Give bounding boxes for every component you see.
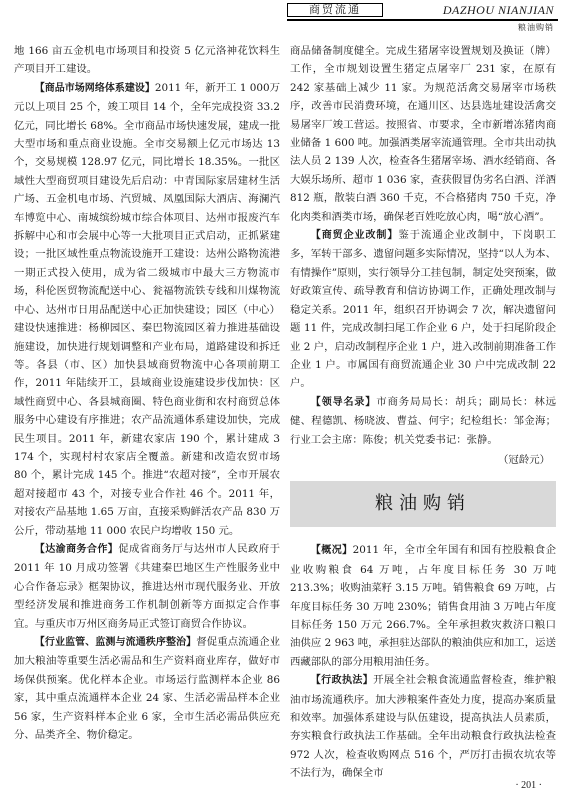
right-column — [290, 42, 557, 780]
paragraph-leadership — [290, 393, 556, 449]
paragraph-continuation: 地 166 亩五金机电市场项目和投资 5 亿元洛神花饮料生产项目开工建设。 — [14, 45, 280, 76]
running-head: 粮油购销 — [518, 23, 554, 32]
yearbook-brand: DAZHOU NIANJIAN — [442, 3, 554, 17]
paragraph-enterprise-reform — [290, 226, 556, 393]
paragraph-dayu-cooperation — [14, 540, 280, 633]
text-law-enforcement: 开展全社会粮食流通监督检查，维护粮油市场流通秩序。加大涉粮案件查处力度，提高办案质量和效率。加强体系建设与队伍建设，提高执法人员素质，夯实粮食行政执法工作基础。全年出动粮食行政执法检查 972 人次，检查收购网点 516 个，严厉打击损农坑农等不法行为，确保全市 — [290, 674, 557, 780]
heading-leadership: 【领导名录】 — [310, 396, 377, 408]
heading-dayu-cooperation: 【达渝商务合作】 — [34, 543, 119, 555]
heading-market-network: 【商品市场网络体系建设】 — [34, 82, 155, 94]
page-number: · 201 · — [515, 780, 542, 791]
text-enterprise-reform: 鉴于流通企业改制中，下岗职工多，军转干部多、遗留问题多实际情况，坚持“以人为本、有情操作”原则，实行领导分工挂包制，制定处突预案，做好政策宣传、疏导教育和信访协调工作，正确处理改制与稳定关系。2011 年，组织召开协调会 7 次，解决遗留问题 11 件，完成改制扫尾工作企业 6 户，处于扫尾阶段企业 2 户，启动改制程序企业 1 户，进入改制前期准备工作企业 1 户。市属国有商贸流通企业 30 户中完成改制 22 户。 — [290, 229, 557, 390]
left-column — [14, 42, 280, 760]
text-supervision: 督促重点流通企业加大粮油等重要生活必需品和生产资料商业库存，做好市场保供预案。优化样本企业。市场运行监测样本企业 86 家，其中重点流通样本企业 24 家、生活必需品样本企业 56 家，生产资料样本企业 6 家，全市生活必需品供应充分、品类齐全、物价稳定。 — [14, 636, 281, 742]
paragraph-market-network — [14, 79, 280, 540]
heading-overview: 【概况】 — [310, 545, 353, 557]
section-banner: 粮油购销 — [290, 481, 556, 527]
section-tag: 商贸流通 — [287, 3, 383, 17]
author-credit: （冠龄元） — [498, 453, 550, 466]
text-dayu-cooperation: 促成省商务厅与达州市人民政府于 2011 年 10 月成功签署《共建秦巴地区生产性服务业中心合作备忘录》框架协议，推进达州市现代服务业、开放型经济发展和推进商务工作机制创新等方面拟定合作事宜。与重庆市万州区商务局正式签订商贸合作协议。 — [14, 542, 281, 630]
paragraph-supervision — [14, 633, 280, 744]
text-overview: 2011 年，全市全年国有和国有控股粮食企业收购粮食 64 万吨，占年度目标任务 30 万吨 213.3%；收购油菜籽 3.15 万吨。销售粮食 69 万吨，占年度目标任务 30 万吨 230%；销售食用油 3 万吨占年度目标任务 150 万元 266.7%。全年承担救灾救济口粮口油供应 2 963 吨，承担驻达部队的粮油供应和加工，运送西藏部队的部分用粮用油任务。 — [290, 544, 556, 668]
heading-law-enforcement: 【行政执法】 — [310, 675, 374, 687]
heading-supervision: 【行业监管、监测与流通秩序整治】 — [34, 637, 197, 648]
paragraph-overview — [290, 541, 556, 671]
text-leadership: 市商务局局长：胡兵；副局长：林远健、程德凯、杨晓波、曹益、何宇；纪检组长：邹金海；行业工会主席：陈俊；机关党委书记：张静。 — [290, 395, 557, 446]
paragraph-law-enforcement — [290, 671, 556, 782]
heading-enterprise-reform: 【商贸企业改制】 — [310, 230, 399, 242]
header-rule — [287, 19, 558, 21]
paragraph-reserve: 商品储备制度健全。完成生猪屠宰设置规划及换证（牌）工作，全市规划设置生猪定点屠宰厂 231 家，在原有 242 家基础上减少 11 家。为规范活禽交易屠宰市场秩序，改善市民消费环境，在通川区、达县选址建设活禽交易屠宰厂竣工营运。按照省、市要求，全市新增冻猪肉商业储备 1 600 吨。加强酒类屠宰流通管理。全市共出动执法人员 2 139 人次，检查各生猪屠宰场、酒水经销商、各大娱乐场所、超市 1 036 家，查获假冒伪劣名白酒、洋酒 812 瓶，散装白酒 360 千克，不合格猪肉 750 千克，净化肉类和酒类市场，确保老百姓吃放心肉，喝“放心酒”。 — [290, 45, 556, 223]
page-header — [0, 0, 568, 34]
text-market-network: 2011 年，新开工 1 000万元以上项目 25 个，竣工项目 14 个，全年完成投资 33.2 亿元，同比增长 68%。全市商品市场快速发展，建成一批大型市场和重点商业设施。全市交易额上亿元市场达 13 个，交易规模 128.97 亿元，同比增长 18.35%。一批区域性大型商贸项目建设先后启动：中青国际家居建材生活广场、五金机电市场、汽贸城、凤凰国际大酒店、海澜汽车博览中心、南城缤纷城市综合体项目、达州市报废汽车拆解中心和市会展中心等一大批项目正式启动，正抓紧建设；一批区域性重点物流设施开工建设：达州公路物流港一期正式投入使用，成为省二级城市中最大三方物流市场，科伦医贸物流配送中心、瓮福物流铁专线和川煤物流中心、达州市日用品配送中心正加快建设；园区（中心）建设快速推进：杨柳园区、秦巴物流园区着力推进基础设施建设，加快进行规划调整和产业布局，道路建设和拆迁等。各县（市、区）加快县域商贸物流中心各项前期工作，2011 年陆续开工，县域商业设施建设步伐加快：区域性商贸中心、各县城商圈、特色商业街和农村商贸总体服务中心建设有序推进；农产品流通体系建设加快，完成民生项目。2011 年，新建农家店 190 个，累计建成 3 174 个，实现村村农家店全覆盖。新建和改造农贸市场 80 个，累计完成 145 个。推进“农超对接”，全市开展农超对接超市 43 个，对接专业合作社 46 个。2011 年，对接农产品基地 1.65 万亩，直接采购鲜活农产品 830 万公斤，带动基地 11 000 农民户均增收 150 元。 — [14, 81, 281, 537]
